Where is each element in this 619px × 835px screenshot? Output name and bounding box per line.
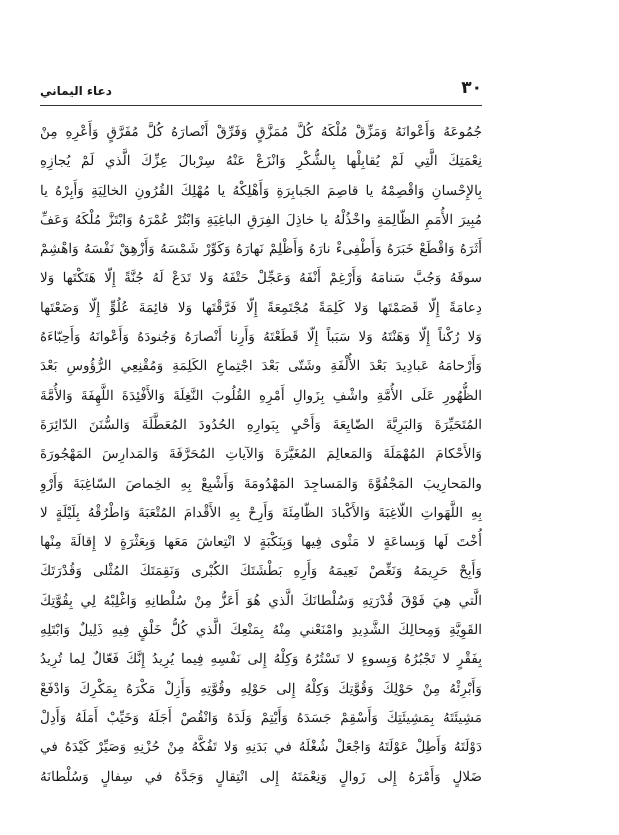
text-line: أُخْتَ لَها وَبِساعَةٍ لا مَثْوى فِيها وَبِنَكْبَةٍ لا انْتِعاشَ مَعَها وَبِعَثْرَةٍ لا إِقالَةَ مِنْها — [40, 534, 482, 551]
text-line: مُبِيرَ الأُمَمِ الظّالِمَةِ واخْذُلْهُ يا خاذِلَ الفِرَقِ الباغِيَةِ وَابْتُرْ عُمْرَهُ وَابْتَزَّ مُلْكَهُ وَعَفِّ — [40, 211, 482, 228]
page-header — [40, 78, 482, 104]
text-line: القَوِيَّةِ وَمِحالِكَ الشَّدِيدِ وامْنَعْني مِنْهُ بِمَنْعِكَ الَّذي كُلُّ خَلْقٍ فِيهِ ذَلِيلٌ وَابْتَلِهِ — [40, 622, 482, 639]
text-line: وَأَبْرِئْهُ مِنْ حَوْلِكَ وَقُوَّتِكَ وَكِلْهُ إِلى حَوْلِهِ وقُوَّتِهِ وَأَزِلْ مَكْرَهُ بِمَكْرِكَ وَادْفَعْ — [40, 680, 482, 697]
text-line: سوقَهُ وَجُبَّ سَنامَهُ وَأَرْغِمْ أَنْفَهُ وَعَجِّلْ حَتْفَهُ وَلا تَدَعْ لَهُ جُنَّةً إِلّا هَتَكْتَها وَلا — [40, 270, 482, 287]
text-line: دَوْلَتَهُ وَأَطِلْ عَوْلَتَهُ وَاجْعَلْ شُغْلَهُ في بَدَنِهِ وَلا تَفُكَّهُ مِنْ حُزْنِهِ وَصَيِّرْ كَيْدَهُ في — [40, 739, 482, 756]
text-line: أَثَرَهُ وَاقْطَعْ خَبَرَهُ وَأَطْفِىءْ نارَهُ وَأَظْلِمْ نَهارَهُ وَكَوِّرْ شَمْسَهُ وَأَزْهِقْ نَفْسَهُ وَاهْشِمْ — [40, 241, 482, 258]
body-text — [40, 118, 482, 792]
text-line: الَّتي هِيَ فَوْقَ قُدْرَتِهِ وَسُلْطانَكَ الَّذي هُوَ أَعَزُّ مِنْ سُلْطانِهِ وَاغْلِبْهُ لِي بِقُوَّتِكَ — [40, 592, 482, 609]
running-title: دعاء اليماني — [40, 84, 112, 98]
text-line: وَأَبِحْ حَرِيمَهُ وَنَغِّصْ نَعِيمَهُ وَأَرِهِ بَطْشَتَكَ الكُبْرى وَنَقِمَتَكَ المُثْلى وَقُدْرَتَكَ — [40, 563, 482, 580]
text-line: نِعْمَتِكَ الَّتِي لَمْ يُقابِلْها بِالشُّكْرِ وَانْزَعْ عَنْهُ سِرْبالَ عِزِّكَ الَّذي لَمْ يُجازِهِ — [40, 153, 482, 170]
text-line: بِهِ اللَّهَواتِ اللّاغِبَةَ وَالأَكْبادَ الظّامِئَةَ وَأَرِحْ بِهِ الأَقْدامَ المُتْعَبَةَ وَاطْرُقْهُ بِلَيْلَةٍ لا — [40, 504, 482, 521]
text-line: وَأَرْحامَهُ عَبادِيدَ بَعْدَ الأُلْفَةِ وشَتّى بَعْدَ اجْتِماعِ الكَلِمَةِ وَمُقْنِعِي الرُّؤُوسِ بَعْدَ — [40, 358, 482, 375]
text-line: مَشِيئَتَهُ بِمَشِيئَتِكَ وَأَسْقِمْ جَسَدَهُ وَأَيْتِمْ وَلَدَهُ وَانْقُصْ أَجَلَهُ وَخَيِّبْ أَمَلَهُ وَأَدِلْ — [40, 709, 482, 726]
text-line: الظُّهُورِ عَلَى الأُمَّةِ واشْفِ بِزَوالِ أَمْرِهِ القُلُوبَ النَّغِلَةَ وَالأَفْئِدَةَ اللَّهِفَةَ وَالأُمَّةَ — [40, 387, 482, 404]
text-line: وَالأَحْكامَ المُهْمَلَةَ وَالمَعالِمَ المُغَيَّرَةَ وَالآياتِ المُحَرَّفَةَ وَالمَدارِسَ المَهْجُورَةَ — [40, 446, 482, 463]
text-line: والمَحارِيبَ المَجْفُوَّةَ وَالمَساجِدَ المَهْدُومَةَ وَأَشْبِعْ بِهِ الخِماصَ السّاغِبَةَ وَأَرْوِ — [40, 475, 482, 492]
text-line: بِالإِحْسانِ وَاقْصِمْهُ يا قاصِمَ الجَبابِرَةِ وَأَهْلِكْهُ يا مُهْلِكَ القُرُونِ الخالِيَةِ وَأَبِرْهُ يا — [40, 182, 482, 199]
text-line: ضَلالٍ وَأَمْرَهُ إِلى زَوالٍ وَنِعْمَتَهُ إِلى انْتِقالٍ وَجَدَّهُ في سِفالٍ وَسُلْطانَهُ — [40, 768, 482, 785]
text-line: جُمُوعَهُ وَأَعْوانَهُ وَمَزِّقْ مُلْكَهُ كُلَّ مُمَزَّقٍ وَفَرِّقْ أَنْصارَهُ كُلَّ مُفَرَّقٍ وَأَعْرِهِ مِنْ — [40, 124, 482, 140]
text-line: وَلا رُكْناً إِلّا وَهَنْتَهُ وَلا سَبَباً إِلّا قَطَعْتَهُ وَأَرِنا أَنْصارَهُ وَجُنودَهُ وَأَعْوانَهُ وَأَحِبّاءَهُ — [40, 329, 482, 346]
text-line: بِفَقْرٍ لا تَجْبُرُهُ وَبِسوءٍ لا تَسْتُرُهُ وَكِلْهُ إِلى نَفْسِهِ فِيما يُرِيدُ إِنَّكَ فَعّالٌ لِما تُرِيدُ — [40, 651, 482, 668]
text-line: دِعامَةً إِلّا قَصَمْتَها وَلا كَلِمَةً مُجْتَمِعَةً إِلّا فَرَّقْتَها وَلا قائِمَةَ عُلُوٍّ إِلّا وَضَعْتَها — [40, 299, 482, 316]
page-number: ٣٠ — [461, 78, 482, 98]
header-divider — [40, 105, 482, 106]
text-line: المُتَحَيِّرَةَ وَالبَرِيَّةَ الضّايِعَةَ وَأَحْيِ بِبَوارِهِ الحُدُودَ المُعَطَّلَةَ وَالسُّنَنَ الدّائِرَةَ — [40, 416, 482, 433]
